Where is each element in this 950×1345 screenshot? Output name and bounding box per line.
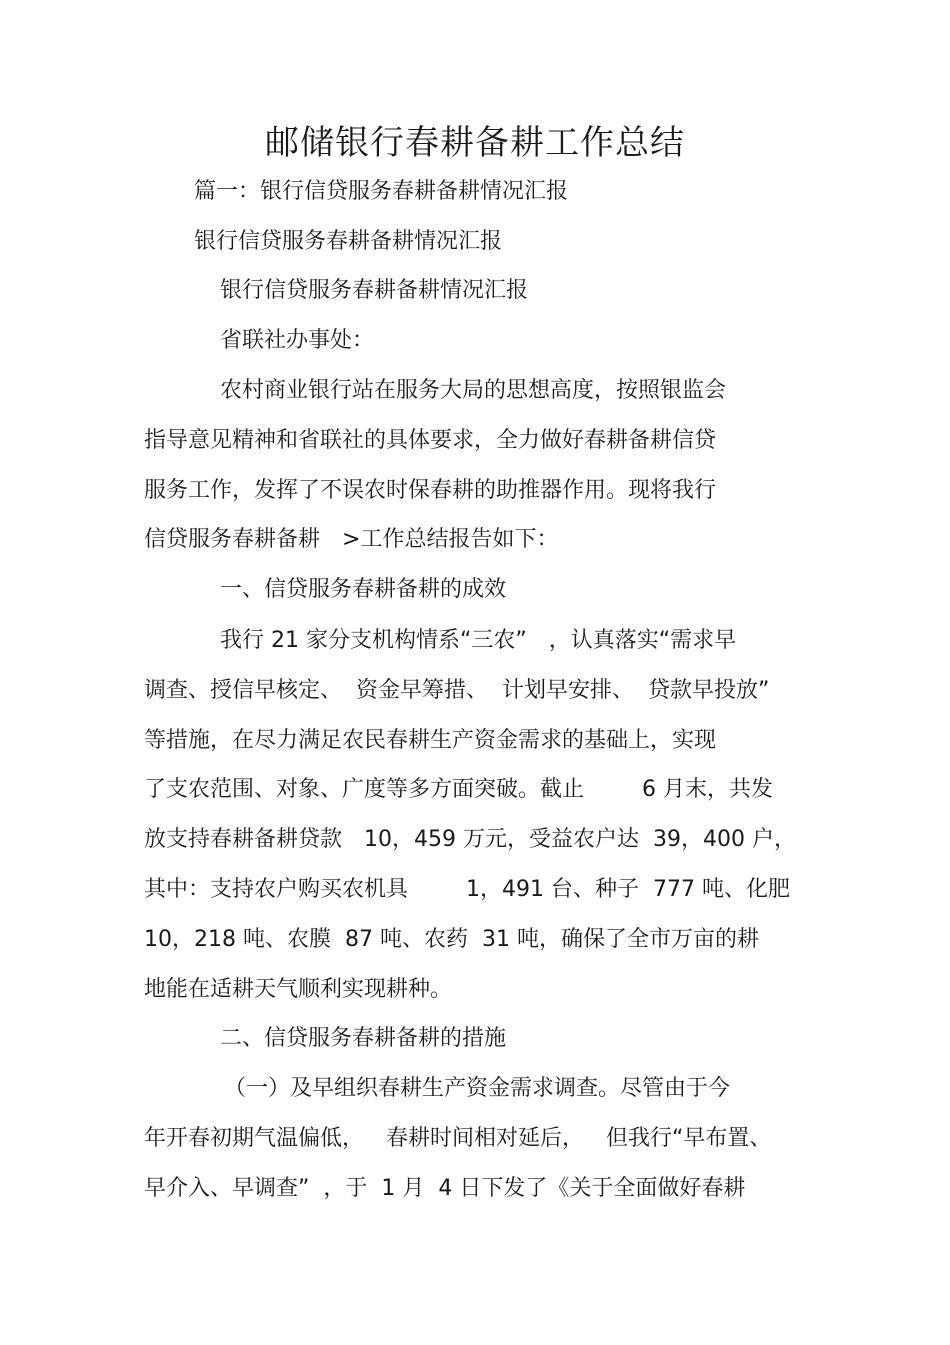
paragraph-line bbox=[144, 825, 796, 855]
text-segment: ，认真落实“需求早 bbox=[548, 628, 737, 653]
paragraph-line: （一）及早组织春耕生产资金需求调查。尽管由于今 bbox=[224, 1076, 731, 1101]
text-segment: 1 月 bbox=[381, 1176, 425, 1201]
text-segment: 了支农范围、对象、广度等多方面突破。截止 bbox=[144, 777, 585, 802]
text-segment: >工作总结报告如下： bbox=[342, 527, 559, 552]
text-segment: 但我行“早布置、 bbox=[606, 1126, 772, 1151]
text-segment: 贷款早投放” bbox=[648, 678, 770, 703]
report-subtitle: 银行信贷服务春耕备耕情况汇报 bbox=[220, 278, 529, 303]
text-segment: 我行 21 家分支机构情系“三农” bbox=[220, 628, 527, 653]
paragraph-line bbox=[220, 626, 736, 656]
text-segment: 资金早筹措、 bbox=[356, 678, 489, 703]
text-segment: 早介入、早调查” bbox=[144, 1176, 310, 1201]
text-segment: 4 日下发了《关于全面做好春耕 bbox=[438, 1176, 746, 1201]
paragraph-line: 地能在适耕天气顺利实现耕种。 bbox=[144, 977, 453, 1002]
text-segment: 春耕时间相对延后， bbox=[386, 1126, 585, 1151]
paragraph-line bbox=[144, 1174, 745, 1204]
subsection-heading: 一、信贷服务春耕备耕的成效 bbox=[220, 577, 507, 602]
text-segment: ，于 bbox=[323, 1176, 368, 1201]
paragraph-line: 服务工作，发挥了不误农时保春耕的助推器作用。现将我行 bbox=[144, 478, 717, 503]
text-segment: 年开春初期气温偏低， bbox=[144, 1126, 365, 1151]
paragraph-line: 指导意见精神和省联社的具体要求，全力做好春耕备耕信贷 bbox=[144, 428, 717, 453]
text-segment: 777 吨、化肥 bbox=[653, 877, 790, 902]
paragraph-line bbox=[144, 676, 769, 706]
text-segment: 信贷服务春耕备耕 bbox=[144, 527, 321, 552]
paragraph-line bbox=[144, 925, 759, 955]
paragraph-line bbox=[144, 775, 773, 805]
paragraph-line: 农村商业银行站在服务大局的思想高度，按照银监会 bbox=[220, 378, 727, 403]
paragraph-line bbox=[144, 875, 790, 905]
addressee: 省联社办事处： bbox=[220, 328, 375, 353]
text-segment: 31 吨，确保了全市万亩的耕 bbox=[481, 927, 759, 952]
section-heading: 篇一：银行信贷服务春耕备耕情况汇报 bbox=[194, 179, 569, 204]
text-segment: 计划早安排、 bbox=[502, 678, 635, 703]
document-title: 邮储银行春耕备耕工作总结 bbox=[265, 123, 685, 163]
subsection-heading: 二、信贷服务春耕备耕的措施 bbox=[220, 1026, 507, 1051]
paragraph-line: 等措施，在尽力满足农民春耕生产资金需求的基础上，实现 bbox=[144, 728, 717, 753]
text-segment: 6 月末，共发 bbox=[642, 777, 774, 802]
report-title: 银行信贷服务春耕备耕情况汇报 bbox=[194, 229, 503, 254]
text-segment: 放支持春耕备耕贷款 bbox=[144, 827, 343, 852]
text-segment: 1，491 台、种子 bbox=[466, 877, 639, 902]
text-segment: 87 吨、农药 bbox=[344, 927, 468, 952]
text-segment: 调查、授信早核定、 bbox=[144, 678, 343, 703]
text-segment: 其中：支持农户购买农机具 bbox=[144, 877, 409, 902]
text-segment: 10，218 吨、农膜 bbox=[144, 927, 331, 952]
text-segment: 10，459 万元，受益农户达 bbox=[364, 827, 639, 852]
text-segment: 39，400 户， bbox=[653, 827, 796, 852]
paragraph-line bbox=[144, 1124, 771, 1154]
paragraph-line bbox=[144, 525, 558, 555]
